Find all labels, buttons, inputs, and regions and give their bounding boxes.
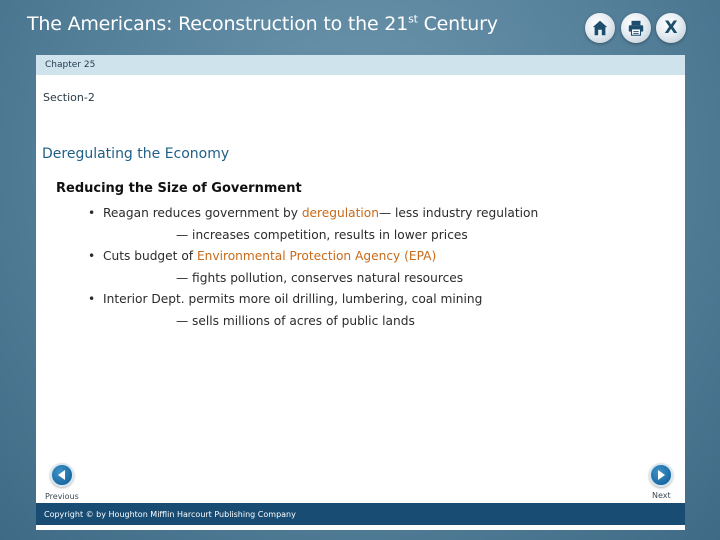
slide-heading: Deregulating the Economy bbox=[42, 146, 230, 162]
chapter-bar bbox=[36, 55, 685, 75]
slide-subheading: Reducing the Size of Government bbox=[56, 181, 302, 196]
bullet-continuation: — increases competition, results in lower prices bbox=[176, 227, 468, 242]
window-title: The Americans: Reconstruction to the 21st Century bbox=[27, 12, 498, 35]
print-button[interactable] bbox=[621, 13, 651, 43]
close-icon: X bbox=[664, 18, 678, 38]
copyright-text: Copyright © by Houghton Mifflin Harcourt Publishing Company bbox=[44, 510, 296, 519]
arrow-left-icon bbox=[56, 469, 68, 481]
home-button[interactable] bbox=[585, 13, 615, 43]
bullet-item: • Reagan reduces government by deregulation— less industry regulation bbox=[88, 203, 678, 225]
next-button[interactable] bbox=[649, 463, 673, 487]
bullet-item: • Interior Dept. permits more oil drilling, lumbering, coal mining bbox=[88, 289, 678, 311]
close-button[interactable] bbox=[656, 13, 686, 43]
slide-panel bbox=[36, 55, 685, 530]
key-term: deregulation bbox=[301, 206, 379, 220]
arrow-right-icon bbox=[655, 469, 667, 481]
previous-button[interactable] bbox=[50, 463, 74, 487]
footer-bar bbox=[36, 503, 685, 525]
previous-label[interactable]: Previous bbox=[45, 492, 79, 501]
bullet-list bbox=[88, 203, 678, 332]
bullet-item: • Cuts budget of Environmental Protection Agency (EPA) bbox=[88, 246, 678, 268]
bullet-continuation: — fights pollution, conserves natural resources bbox=[176, 270, 464, 285]
print-icon bbox=[627, 19, 645, 37]
chapter-label: Chapter 25 bbox=[45, 60, 96, 70]
section-label: Section-2 bbox=[43, 91, 95, 104]
key-term: Environmental Protection Agency (EPA) bbox=[196, 249, 437, 263]
next-label[interactable]: Next bbox=[652, 491, 671, 500]
home-icon bbox=[591, 19, 609, 37]
bullet-continuation: — sells millions of acres of public lands bbox=[176, 313, 415, 328]
